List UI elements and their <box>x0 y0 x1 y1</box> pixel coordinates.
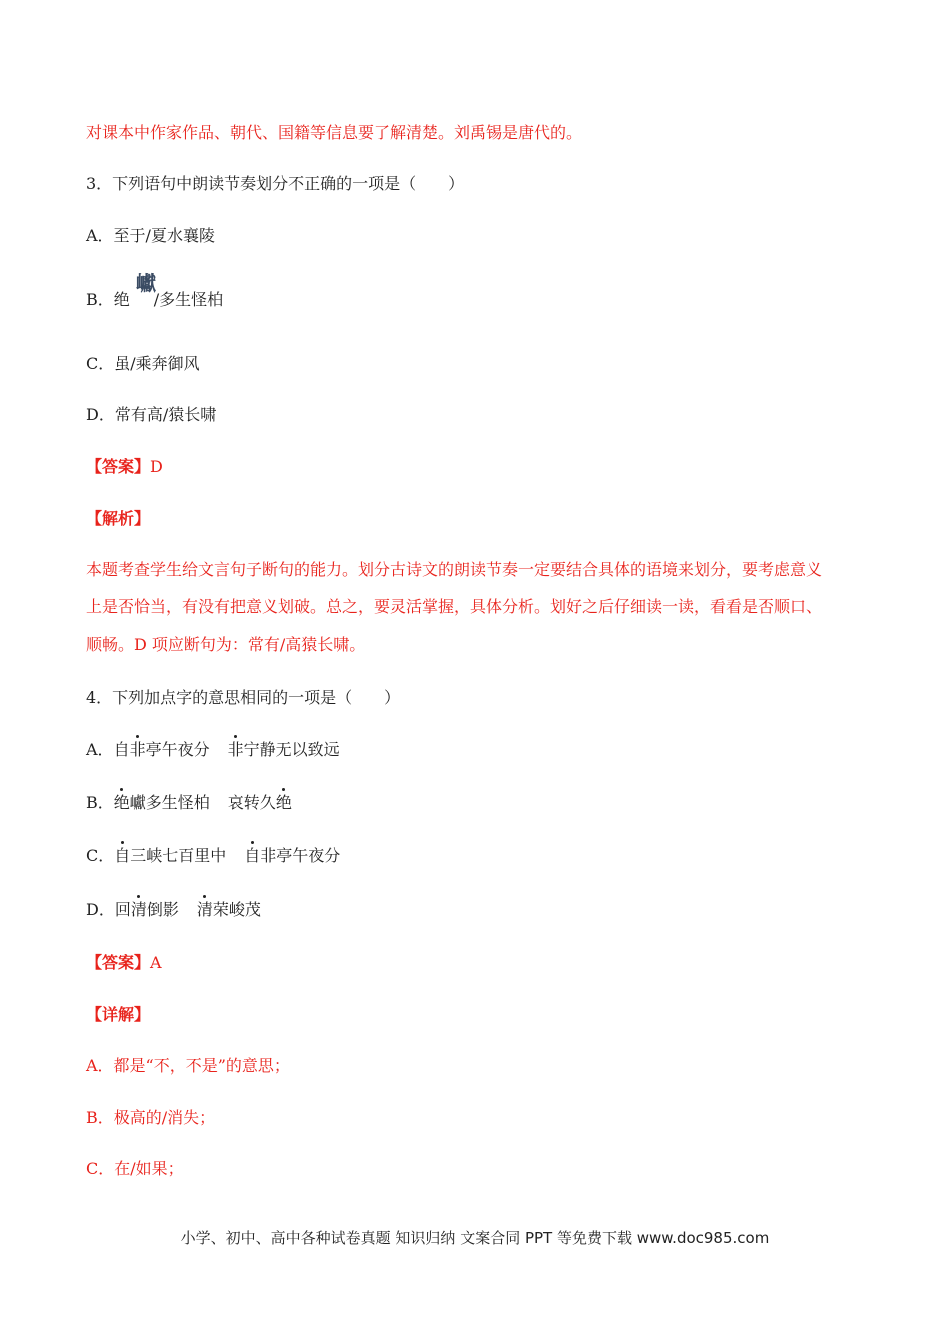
question-4-option-b <box>86 793 292 813</box>
option-b-prefix: B．绝 <box>86 290 130 309</box>
phrase-text: 非亭午夜分 <box>260 846 341 865</box>
question-3-option-c: C．虽/乘奔御风 <box>86 354 200 373</box>
option-label: D． <box>86 900 115 919</box>
option-label: B． <box>86 793 114 812</box>
question-4-option-a <box>86 740 340 760</box>
dotted-character: 非 <box>129 740 146 759</box>
dotted-character: 绝 <box>113 793 130 812</box>
question-3-analysis-line-2: 上是否恰当，有没有把意义划破。总之，要灵活掌握，具体分析。划好之后仔细读一读，看看是否顺口、 <box>86 597 823 616</box>
question-3-analysis-line-3: 顺畅。D 项应断句为：常有/高猿长啸。 <box>86 635 366 654</box>
question-4-option-d <box>86 900 261 920</box>
question-4-detail-c: C．在/如果； <box>86 1159 184 1178</box>
question-4-detail-a: A．都是“不，不是”的意思； <box>86 1056 290 1075</box>
question-3-option-d: D．常有高/猿长啸 <box>86 405 217 424</box>
inline-glyph-image: 巘 <box>136 271 156 295</box>
question-3-analysis-label: 【解析】 <box>86 509 151 528</box>
dotted-character: 清 <box>196 900 213 919</box>
question-4-stem: 4．下列加点字的意思相同的一项是（ ） <box>86 688 401 707</box>
question-3-stem: 3．下列语句中朗读节奏划分不正确的一项是（ ） <box>86 174 465 193</box>
option-label: A． <box>86 740 114 759</box>
answer-value: D <box>150 457 163 476</box>
phrase-text: 荣峻茂 <box>212 900 261 919</box>
question-4-detail-b: B．极高的/消失； <box>86 1108 216 1127</box>
phrase-text: 宁静无以致远 <box>243 740 340 759</box>
previous-analysis-tail: 对课本中作家作品、朝代、国籍等信息要了解清楚。刘禹锡是唐代的。 <box>86 123 583 142</box>
answer-value: A <box>150 953 162 972</box>
phrase-text: 回 <box>114 900 131 919</box>
question-3-analysis-line-1: 本题考查学生给文言句子断句的能力。划分古诗文的朗读节奏一定要结合具体的语境来划分，要考虑意义 <box>86 560 823 579</box>
dotted-character: 非 <box>227 740 244 759</box>
question-4-detail-label: 【详解】 <box>86 1005 151 1024</box>
dotted-character: 清 <box>130 900 147 919</box>
answer-label: 【答案】 <box>86 953 151 972</box>
phrase-text: 自 <box>113 740 130 759</box>
option-label: C． <box>86 846 115 865</box>
page-footer: 小学、初中、高中各种试卷真题 知识归纳 文案合同 PPT 等免费下载 www.doc985.com <box>180 1229 770 1247</box>
question-3-answer <box>86 457 163 477</box>
option-b-suffix: /多生怪柏 <box>153 290 224 309</box>
dotted-character: 自 <box>114 846 131 865</box>
question-4-answer <box>86 953 162 973</box>
question-3-option-a: A．至于/夏水襄陵 <box>86 226 215 245</box>
phrase-text: 倒影 <box>146 900 179 919</box>
answer-label: 【答案】 <box>86 457 151 476</box>
phrase-text: 三峡七百里中 <box>130 846 227 865</box>
question-4-option-c <box>86 846 340 866</box>
dotted-character: 绝 <box>275 793 292 812</box>
phrase-text: 巘多生怪柏 <box>129 793 210 812</box>
phrase-text: 亭午夜分 <box>145 740 210 759</box>
dotted-character: 自 <box>244 846 261 865</box>
phrase-text: 哀转久 <box>227 793 276 812</box>
